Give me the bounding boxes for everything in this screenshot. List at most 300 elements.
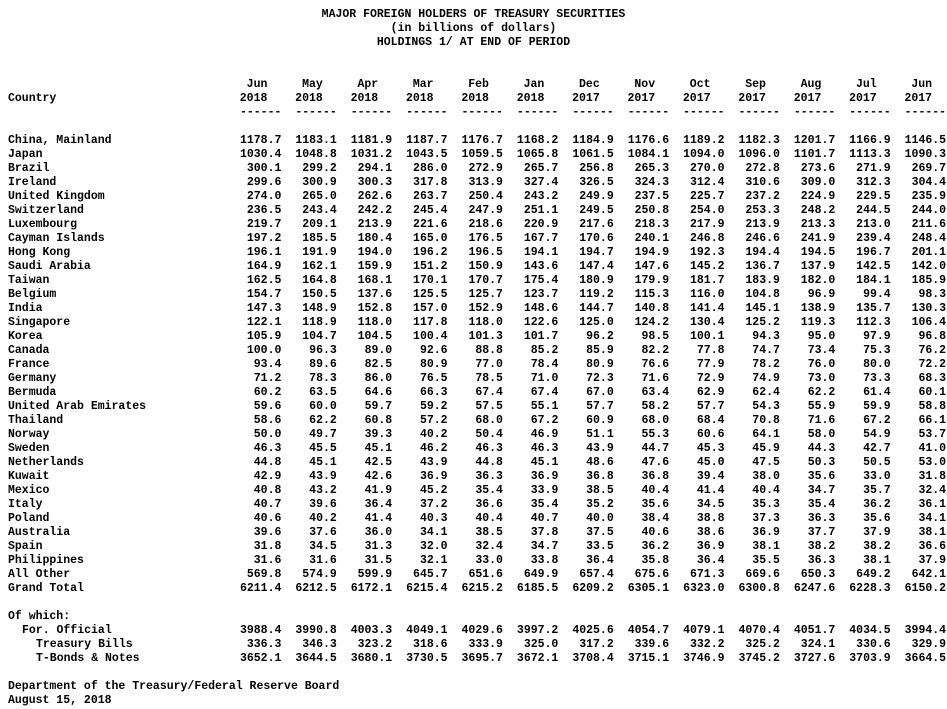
value-cell: 4003.3	[350, 624, 393, 637]
value-cell: 162.1	[302, 260, 337, 273]
blank-cell	[8, 120, 946, 134]
value-cell: 37.6	[309, 526, 337, 539]
value-cell: 31.3	[364, 540, 393, 553]
value-cell: 66.1	[918, 414, 947, 427]
value-cell: 59.6	[253, 400, 282, 413]
report-units: (in billions of dollars)	[390, 22, 557, 35]
value-cell: 40.7	[253, 498, 282, 511]
table-row	[8, 302, 946, 316]
value-cell: 325.2	[745, 638, 780, 651]
value-cell: 125.7	[468, 288, 503, 301]
value-cell: 63.4	[641, 386, 670, 399]
value-cell: 192.3	[690, 246, 725, 259]
value-cell: 32.4	[475, 540, 503, 553]
value-cell: 71.2	[253, 372, 282, 385]
value-cell: 3680.1	[350, 652, 393, 665]
value-cell: 185.9	[911, 274, 947, 287]
value-cell: 243.4	[302, 204, 337, 217]
value-cell: 217.9	[690, 218, 725, 231]
value-cell: 1176.6	[627, 134, 670, 147]
value-cell: 649.9	[523, 568, 559, 581]
value-cell: 37.9	[918, 554, 947, 567]
value-cell: 219.7	[246, 218, 282, 231]
value-cell: 1094.0	[683, 148, 725, 161]
value-cell: 1187.7	[406, 134, 448, 147]
value-cell: 642.1	[911, 568, 947, 581]
value-cell: 304.4	[911, 176, 947, 189]
value-cell: 4049.1	[406, 624, 448, 637]
value-cell: 45.1	[364, 442, 393, 455]
value-cell: 123.7	[523, 288, 559, 301]
value-cell: 184.1	[856, 274, 891, 287]
table-row	[8, 204, 946, 218]
value-cell: 37.9	[863, 526, 891, 539]
country-cell: Poland	[8, 512, 50, 525]
value-cell: 657.4	[579, 568, 614, 581]
value-cell: 44.8	[475, 456, 503, 469]
column-month: Apr	[357, 78, 379, 91]
value-cell: 64.1	[752, 428, 780, 441]
value-cell: 118.0	[357, 316, 393, 329]
value-cell: 324.1	[800, 638, 836, 651]
column-month: Jan	[523, 78, 545, 91]
value-cell: 124.2	[634, 316, 670, 329]
value-cell: 194.5	[800, 246, 836, 259]
value-cell: 104.5	[357, 330, 393, 343]
value-cell: 78.3	[309, 372, 337, 385]
value-cell: 95.0	[807, 330, 836, 343]
value-cell: 194.0	[357, 246, 393, 259]
value-cell: 36.2	[641, 540, 670, 553]
value-cell: 649.2	[856, 568, 891, 581]
value-cell: 36.6	[918, 540, 947, 553]
value-cell: 35.8	[641, 554, 670, 567]
value-cell: 78.5	[475, 372, 503, 385]
column-rule: ------	[793, 106, 836, 119]
value-cell: 104.8	[745, 288, 780, 301]
value-cell: 50.5	[863, 456, 891, 469]
value-cell: 143.6	[523, 260, 559, 273]
value-cell: 60.9	[586, 414, 614, 427]
value-cell: 323.2	[357, 638, 393, 651]
value-cell: 157.0	[413, 302, 448, 315]
country-cell: All Other	[8, 568, 71, 581]
value-cell: 63.5	[309, 386, 337, 399]
value-cell: 67.2	[530, 414, 559, 427]
value-cell: 138.9	[800, 302, 836, 315]
country-cell: Ireland	[8, 176, 57, 189]
table-row	[8, 498, 946, 512]
value-cell: 46.3	[253, 442, 282, 455]
value-cell: 41.9	[364, 484, 393, 497]
value-cell: 135.7	[856, 302, 891, 315]
value-cell: 1183.1	[295, 134, 337, 147]
value-cell: 4051.7	[793, 624, 836, 637]
value-cell: 36.4	[696, 554, 725, 567]
column-rule: ------	[572, 106, 614, 119]
value-cell: 6215.2	[461, 582, 503, 595]
value-cell: 6172.1	[350, 582, 393, 595]
value-cell: 40.7	[530, 512, 559, 525]
value-cell: 1096.0	[738, 148, 780, 161]
table-row	[8, 358, 946, 372]
column-month: Feb	[468, 78, 489, 91]
table-row	[8, 330, 946, 344]
value-cell: 125.0	[579, 316, 614, 329]
value-cell: 118.9	[302, 316, 337, 329]
value-cell: 213.0	[856, 218, 891, 231]
value-cell: 59.2	[419, 400, 448, 413]
value-cell: 73.4	[807, 344, 836, 357]
value-cell: 246.8	[690, 232, 725, 245]
value-cell: 213.9	[357, 218, 393, 231]
value-cell: 80.9	[586, 358, 614, 371]
value-cell: 44.7	[641, 442, 670, 455]
value-cell: 40.3	[419, 512, 448, 525]
value-cell: 40.4	[641, 484, 670, 497]
value-cell: 152.8	[357, 302, 393, 315]
value-cell: 119.2	[579, 288, 614, 301]
value-cell: 221.6	[413, 218, 448, 231]
value-cell: 294.1	[357, 162, 393, 175]
value-cell: 39.6	[309, 498, 337, 511]
value-cell: 96.9	[807, 288, 836, 301]
value-cell: 165.0	[413, 232, 448, 245]
country-cell: Belgium	[8, 288, 57, 301]
value-cell: 47.6	[641, 456, 670, 469]
value-cell: 45.1	[530, 456, 559, 469]
table-row	[8, 456, 946, 470]
value-cell: 235.9	[911, 190, 947, 203]
value-cell: 3664.5	[904, 652, 947, 665]
value-cell: 310.6	[745, 176, 780, 189]
value-cell: 1176.7	[461, 134, 503, 147]
value-cell: 170.6	[579, 232, 614, 245]
value-cell: 80.0	[863, 358, 891, 371]
value-cell: 35.5	[752, 554, 780, 567]
value-cell: 150.5	[302, 288, 337, 301]
value-cell: 67.2	[863, 414, 891, 427]
column-year: 2017	[849, 92, 877, 105]
value-cell: 4034.5	[849, 624, 891, 637]
value-cell: 141.4	[690, 302, 725, 315]
value-cell: 300.9	[302, 176, 337, 189]
value-cell: 57.7	[586, 400, 614, 413]
value-cell: 58.2	[641, 400, 670, 413]
value-cell: 45.1	[309, 456, 337, 469]
value-cell: 299.6	[246, 176, 282, 189]
value-cell: 250.8	[634, 204, 670, 217]
value-cell: 651.6	[468, 568, 503, 581]
value-cell: 88.8	[475, 344, 503, 357]
value-cell: 336.3	[246, 638, 282, 651]
value-cell: 3988.4	[239, 624, 282, 637]
value-cell: 34.1	[419, 526, 448, 539]
value-cell: 31.8	[253, 540, 282, 553]
value-cell: 225.7	[690, 190, 725, 203]
value-cell: 60.8	[364, 414, 393, 427]
value-cell: 61.4	[863, 386, 891, 399]
value-cell: 38.1	[863, 554, 891, 567]
value-cell: 180.4	[357, 232, 393, 245]
value-cell: 251.1	[523, 204, 559, 217]
value-cell: 3708.4	[572, 652, 614, 665]
column-year: 2017	[627, 92, 656, 105]
table-row	[8, 176, 946, 190]
value-cell: 147.4	[579, 260, 614, 273]
value-cell: 168.1	[357, 274, 393, 287]
value-cell: 62.9	[696, 386, 725, 399]
value-cell: 274.0	[246, 190, 282, 203]
value-cell: 67.0	[586, 386, 614, 399]
value-cell: 116.0	[690, 288, 725, 301]
blank-row	[8, 596, 946, 610]
value-cell: 40.6	[641, 526, 670, 539]
value-cell: 38.0	[752, 470, 780, 483]
country-cell: Norway	[8, 428, 50, 441]
value-cell: 265.0	[302, 190, 337, 203]
country-cell: Saudi Arabia	[8, 260, 91, 273]
column-year: 2017	[682, 92, 711, 105]
value-cell: 38.5	[586, 484, 614, 497]
value-cell: 3994.4	[904, 624, 947, 637]
value-cell: 254.0	[690, 204, 725, 217]
value-cell: 148.6	[523, 302, 559, 315]
value-cell: 1166.9	[849, 134, 891, 147]
table-row	[8, 372, 946, 386]
value-cell: 196.7	[856, 246, 891, 259]
value-cell: 40.6	[253, 512, 282, 525]
value-cell: 82.2	[641, 344, 670, 357]
value-cell: 37.7	[807, 526, 836, 539]
value-cell: 6185.5	[516, 582, 559, 595]
country-cell: Philippines	[8, 554, 84, 567]
value-cell: 194.7	[579, 246, 614, 259]
value-cell: 1031.2	[350, 148, 393, 161]
value-cell: 4025.6	[572, 624, 614, 637]
column-rule: ------	[239, 106, 282, 119]
value-cell: 318.6	[413, 638, 448, 651]
value-cell: 1061.5	[572, 148, 614, 161]
country-cell: Netherlands	[8, 456, 84, 469]
value-cell: 36.3	[807, 554, 836, 567]
value-cell: 194.1	[523, 246, 559, 259]
value-cell: 72.2	[918, 358, 947, 371]
value-cell: 50.0	[253, 428, 282, 441]
value-cell: 45.0	[696, 456, 725, 469]
value-cell: 248.2	[800, 204, 836, 217]
value-cell: 60.2	[253, 386, 282, 399]
value-cell: 1201.7	[793, 134, 836, 147]
column-month: Dec	[579, 78, 600, 91]
value-cell: 265.3	[634, 162, 670, 175]
value-cell: 70.8	[752, 414, 780, 427]
of-which-label-row	[8, 610, 946, 624]
value-cell: 35.6	[807, 470, 836, 483]
value-cell: 256.8	[579, 162, 614, 175]
value-cell: 37.5	[586, 526, 614, 539]
value-cell: 145.1	[745, 302, 780, 315]
value-cell: 38.2	[863, 540, 891, 553]
value-cell: 60.0	[309, 400, 337, 413]
value-cell: 106.4	[911, 316, 947, 329]
header-years-row	[8, 92, 946, 106]
value-cell: 137.9	[800, 260, 836, 273]
value-cell: 1090.3	[904, 148, 947, 161]
value-cell: 244.5	[856, 204, 891, 217]
value-cell: 167.7	[523, 232, 559, 245]
value-cell: 36.3	[807, 512, 836, 525]
value-cell: 1043.5	[406, 148, 448, 161]
table-row	[8, 386, 946, 400]
value-cell: 37.8	[530, 526, 559, 539]
value-cell: 273.6	[800, 162, 836, 175]
value-cell: 41.4	[364, 512, 393, 525]
value-cell: 43.9	[586, 442, 614, 455]
column-year: 2018	[239, 92, 268, 105]
value-cell: 248.4	[911, 232, 947, 245]
column-rule: ------	[461, 106, 503, 119]
table-row	[8, 218, 946, 232]
of-which-label: Of which:	[8, 610, 71, 623]
table-row	[8, 470, 946, 484]
value-cell: 237.2	[745, 190, 780, 203]
column-year: 2018	[350, 92, 379, 105]
value-cell: 85.9	[586, 344, 614, 357]
value-cell: 196.5	[468, 246, 503, 259]
table-row	[8, 260, 946, 274]
value-cell: 68.4	[696, 414, 725, 427]
value-cell: 118.0	[468, 316, 503, 329]
table-row	[8, 344, 946, 358]
value-cell: 179.9	[634, 274, 670, 287]
value-cell: 38.6	[696, 526, 725, 539]
header-months-row	[8, 78, 946, 92]
country-cell: Spain	[8, 540, 43, 553]
column-rule: ------	[350, 106, 393, 119]
value-cell: 329.9	[911, 638, 947, 651]
blank-cell	[8, 596, 946, 610]
value-cell: 145.2	[690, 260, 725, 273]
table-row	[8, 246, 946, 260]
value-cell: 246.6	[745, 232, 780, 245]
value-cell: 237.5	[634, 190, 670, 203]
value-cell: 34.1	[918, 512, 947, 525]
value-cell: 181.7	[690, 274, 725, 287]
value-cell: 98.3	[918, 288, 947, 301]
value-cell: 244.0	[911, 204, 947, 217]
value-cell: 47.5	[752, 456, 780, 469]
table-row	[8, 134, 946, 148]
value-cell: 54.3	[752, 400, 780, 413]
value-cell: 240.1	[634, 232, 670, 245]
value-cell: 67.4	[475, 386, 503, 399]
value-cell: 41.4	[696, 484, 725, 497]
value-cell: 36.8	[641, 470, 670, 483]
value-cell: 130.3	[911, 302, 947, 315]
value-cell: 269.7	[911, 162, 947, 175]
value-cell: 147.6	[634, 260, 670, 273]
table-row	[8, 638, 946, 652]
value-cell: 197.2	[246, 232, 282, 245]
value-cell: 137.6	[357, 288, 393, 301]
column-month: Mar	[412, 78, 434, 91]
value-cell: 64.6	[364, 386, 393, 399]
value-cell: 3703.9	[849, 652, 891, 665]
table-row	[8, 512, 946, 526]
value-cell: 3644.5	[295, 652, 337, 665]
value-cell: 317.8	[413, 176, 448, 189]
value-cell: 142.0	[911, 260, 947, 273]
value-cell: 330.6	[856, 638, 891, 651]
value-cell: 40.8	[253, 484, 282, 497]
value-cell: 6211.4	[239, 582, 282, 595]
value-cell: 76.5	[419, 372, 448, 385]
country-cell: Germany	[8, 372, 57, 385]
column-rule: ------	[683, 106, 725, 119]
value-cell: 140.8	[634, 302, 670, 315]
value-cell: 6150.2	[904, 582, 947, 595]
value-cell: 309.0	[800, 176, 836, 189]
value-cell: 35.2	[586, 498, 614, 511]
value-cell: 333.9	[468, 638, 503, 651]
value-cell: 40.2	[419, 428, 448, 441]
value-cell: 194.4	[745, 246, 780, 259]
value-cell: 224.9	[800, 190, 836, 203]
value-cell: 59.7	[364, 400, 393, 413]
value-cell: 3746.9	[683, 652, 725, 665]
value-cell: 170.7	[468, 274, 503, 287]
value-cell: 272.8	[745, 162, 780, 175]
table-row	[8, 652, 946, 666]
value-cell: 31.6	[309, 554, 337, 567]
value-cell: 77.8	[696, 344, 725, 357]
value-cell: 239.4	[856, 232, 891, 245]
value-cell: 36.4	[586, 554, 614, 567]
value-cell: 36.3	[475, 470, 503, 483]
value-cell: 48.6	[586, 456, 614, 469]
value-cell: 229.5	[856, 190, 891, 203]
value-cell: 6300.8	[738, 582, 780, 595]
country-cell: Taiwan	[8, 274, 50, 287]
value-cell: 38.8	[696, 512, 725, 525]
column-year: 2017	[904, 92, 933, 105]
value-cell: 253.3	[745, 204, 780, 217]
value-cell: 45.3	[696, 442, 725, 455]
value-cell: 4054.7	[627, 624, 670, 637]
value-cell: 180.9	[579, 274, 614, 287]
value-cell: 6228.3	[849, 582, 891, 595]
header-months-spacer	[8, 78, 226, 92]
column-year: 2018	[405, 92, 434, 105]
value-cell: 77.9	[696, 358, 725, 371]
value-cell: 175.4	[523, 274, 559, 287]
value-cell: 1146.5	[904, 134, 947, 147]
value-cell: 45.5	[309, 442, 337, 455]
value-cell: 6215.4	[406, 582, 448, 595]
value-cell: 241.9	[800, 232, 836, 245]
value-cell: 1084.1	[627, 148, 670, 161]
value-cell: 35.4	[530, 498, 559, 511]
value-cell: 72.3	[586, 372, 614, 385]
value-cell: 213.9	[745, 218, 780, 231]
value-cell: 332.2	[690, 638, 725, 651]
value-cell: 60.6	[696, 428, 725, 441]
value-cell: 574.9	[302, 568, 337, 581]
value-cell: 35.7	[863, 484, 891, 497]
value-cell: 300.1	[246, 162, 282, 175]
table-row	[8, 442, 946, 456]
